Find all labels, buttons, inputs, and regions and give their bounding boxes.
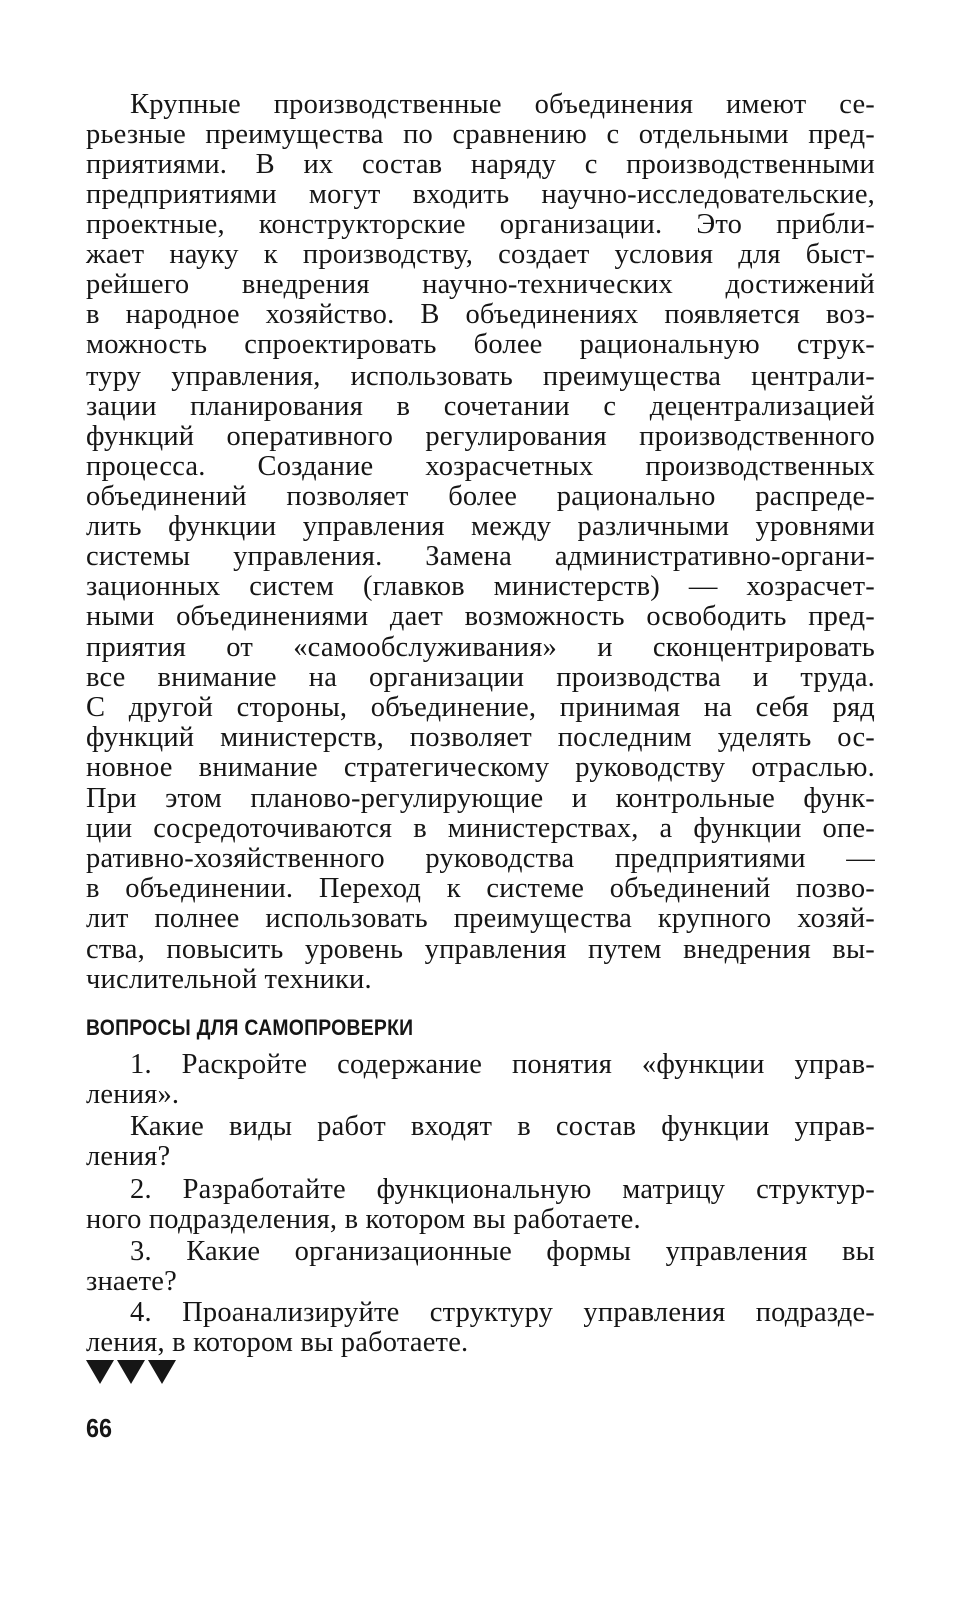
- page-number: 66: [86, 1413, 113, 1443]
- body-line: предприятиями могут входить научно-исследовательские,: [86, 179, 875, 210]
- body-line: Крупные производственные объединения имеют се-: [130, 89, 875, 120]
- question-line: 4. Проанализируйте структуру управления подразде-: [130, 1297, 875, 1328]
- body-line: туру управления, использовать преимущества централи-: [86, 361, 875, 392]
- body-line: С другой стороны, объединение, принимая на себя ряд: [86, 692, 875, 723]
- body-line: объединений позволяет более рационально распреде-: [86, 481, 875, 512]
- section-heading: ВОПРОСЫ ДЛЯ САМОПРОВЕРКИ: [86, 1015, 414, 1040]
- question-line: ления».: [86, 1079, 180, 1110]
- body-line: функций министерств, позволяет последним уделять ос-: [86, 722, 875, 753]
- body-line: жает науку к производству, создает условия для быст-: [86, 239, 875, 270]
- body-line: рейшего внедрения научно-технических достижений: [86, 269, 875, 300]
- body-line: числительной техники.: [86, 964, 372, 995]
- question-line: знаете?: [86, 1266, 177, 1297]
- question-line: ления?: [86, 1141, 171, 1172]
- question-line: 2. Разработайте функциональную матрицу структур-: [130, 1174, 875, 1205]
- question-line: 3. Какие организационные формы управления вы: [130, 1236, 875, 1267]
- question-line: Какие виды работ входят в состав функции управ-: [130, 1111, 875, 1142]
- body-line: новное внимание стратегическому руководству отраслью.: [86, 752, 875, 783]
- three-down-triangles-icon: [86, 1358, 178, 1388]
- body-line: можность спроектировать более рациональную струк-: [86, 329, 875, 360]
- body-line: лит полнее использовать преимущества крупного хозяй-: [86, 903, 875, 934]
- body-line: лить функции управления между различными уровнями: [86, 511, 875, 542]
- body-line: зационных систем (главков министерств) — хозрасчет-: [86, 571, 875, 602]
- body-line: ративно-хозяйственного руководства предприятиями —: [86, 843, 875, 874]
- body-line: ными объединениями дает возможность освободить пред-: [86, 601, 875, 632]
- body-line: функций оперативного регулирования производственного: [86, 421, 875, 452]
- question-line: ления, в котором вы работаете.: [86, 1327, 469, 1358]
- question-line: 1. Раскройте содержание понятия «функции управ-: [130, 1049, 875, 1080]
- body-line: ства, повысить уровень управления путем внедрения вы-: [86, 934, 875, 965]
- body-line: зации планирования в сочетании с децентрализацией: [86, 391, 875, 422]
- body-line: приятия от «самообслуживания» и сконцентрировать: [86, 632, 875, 663]
- body-line: проектные, конструкторские организации. Это прибли-: [86, 209, 875, 240]
- body-line: рьезные преимущества по сравнению с отдельными пред-: [86, 119, 875, 150]
- body-line: При этом планово-регулирующие и контрольные функ-: [86, 783, 875, 814]
- body-line: все внимание на организации производства и труда.: [86, 662, 875, 693]
- body-line: системы управления. Замена административно-органи-: [86, 541, 875, 572]
- body-line: в народное хозяйство. В объединениях появляется воз-: [86, 299, 875, 330]
- body-line: приятиями. В их состав наряду с производственными: [86, 149, 875, 180]
- body-line: процесса. Создание хозрасчетных производственных: [86, 451, 875, 482]
- body-line: в объединении. Переход к системе объединений позво-: [86, 873, 875, 904]
- body-line: ции сосредоточиваются в министерствах, а функции опе-: [86, 813, 875, 844]
- question-line: ного подразделения, в котором вы работаете.: [86, 1204, 641, 1235]
